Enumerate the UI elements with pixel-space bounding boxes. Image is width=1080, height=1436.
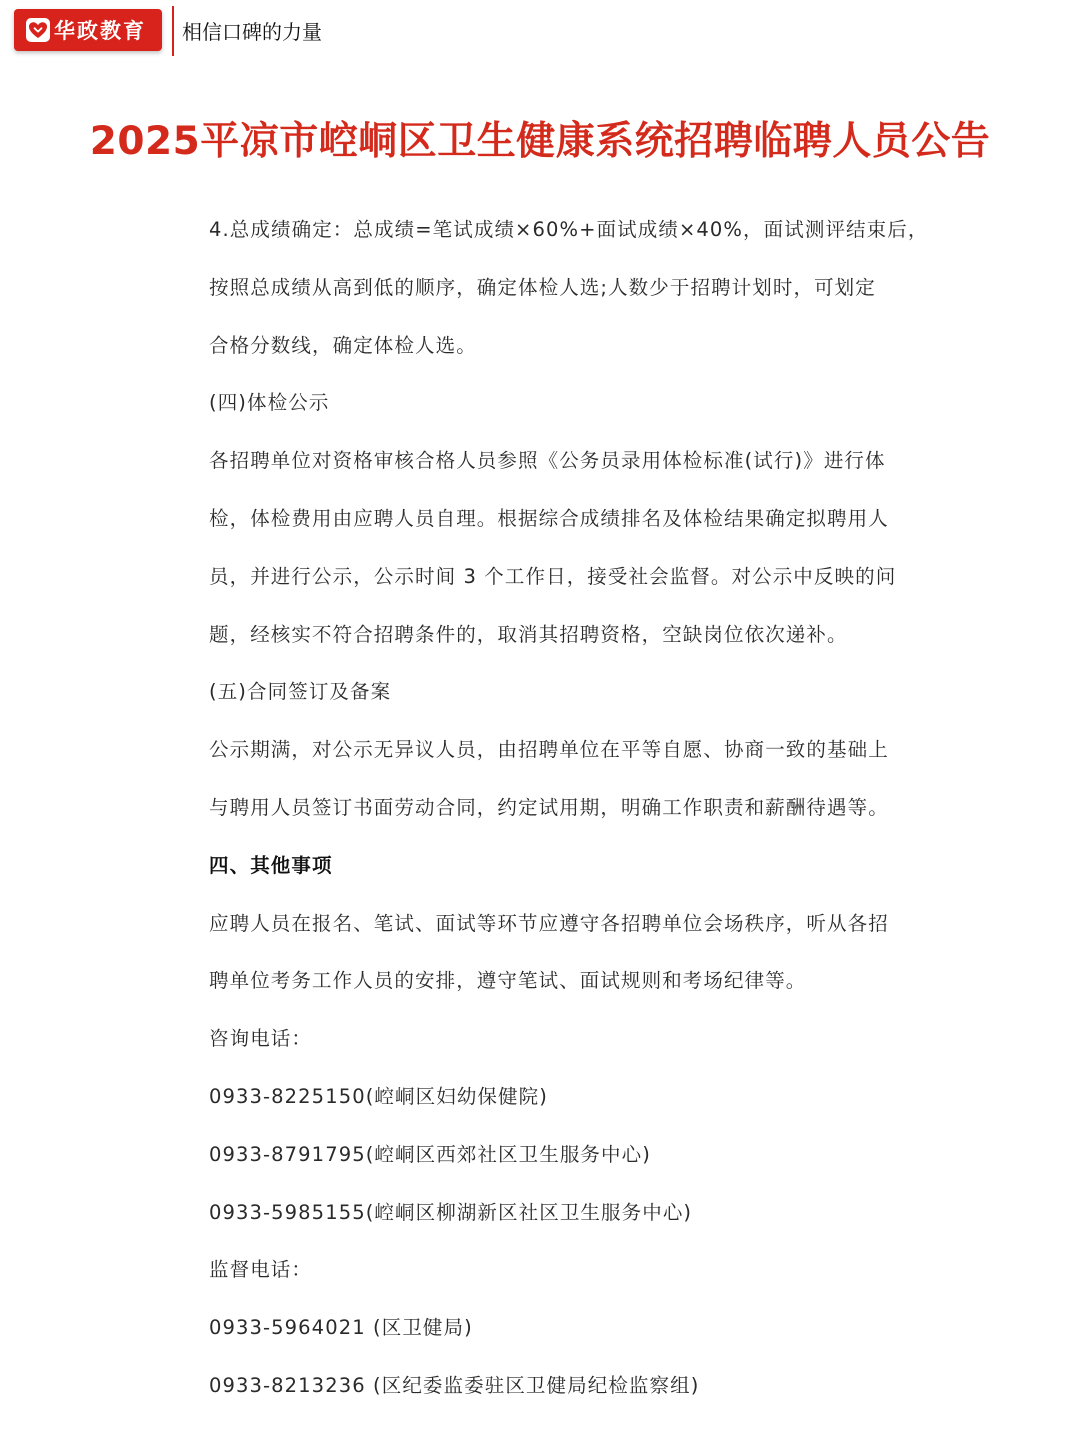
section-heading: (五)合同签订及备案 <box>209 680 392 704</box>
body-line: 各招聘单位对资格审核合格人员参照《公务员录用体检标准(试行)》进行体 <box>209 449 886 473</box>
slogan: 相信口碑的力量 <box>182 20 322 44</box>
phone-entry: 0933-5985155(崆峒区柳湖新区社区卫生服务中心) <box>209 1200 693 1224</box>
body-line: 员，并进行公示，公示时间 3 个工作日，接受社会监督。对公示中反映的问 <box>209 564 897 588</box>
chapter-heading: 四、其他事项 <box>209 853 333 877</box>
consult-phone-label: 咨询电话： <box>209 1027 313 1051</box>
brand-logo <box>14 9 162 51</box>
body-line: 与聘用人员签订书面劳动合同，约定试用期，明确工作职责和薪酬待遇等。 <box>209 795 889 819</box>
body-line: 按照总成绩从高到低的顺序，确定体检人选;人数少于招聘计划时，可划定 <box>209 275 876 299</box>
header-divider <box>172 6 174 56</box>
heart-icon <box>26 18 50 42</box>
announcement-body <box>209 201 949 1415</box>
body-line: 合格分数线，确定体检人选。 <box>209 333 477 357</box>
body-line: 题，经核实不符合招聘条件的，取消其招聘资格，空缺岗位依次递补。 <box>209 622 848 646</box>
body-line: 公示期满，对公示无异议人员，由招聘单位在平等自愿、协商一致的基础上 <box>209 738 889 762</box>
phone-entry: 0933-8791795(崆峒区西郊社区卫生服务中心) <box>209 1142 651 1166</box>
body-line: 检，体检费用由应聘人员自理。根据综合成绩排名及体检结果确定拟聘用人 <box>209 506 889 530</box>
phone-entry: 0933-8225150(崆峒区妇幼保健院) <box>209 1084 548 1108</box>
page-title: 2025平凉市崆峒区卫生健康系统招聘临聘人员公告 <box>89 119 991 164</box>
phone-entry: 0933-8213236 (区纪委监委驻区卫健局纪检监察组) <box>209 1373 700 1397</box>
supervision-phone-label: 监督电话： <box>209 1258 313 1282</box>
body-line: 4.总成绩确定：总成绩=笔试成绩×60%+面试成绩×40%，面试测评结束后， <box>209 218 929 241</box>
section-heading: (四)体检公示 <box>209 391 330 415</box>
header <box>0 0 1080 64</box>
brand-name: 华政教育 <box>54 19 146 43</box>
phone-entry: 0933-5964021 (区卫健局) <box>209 1316 473 1340</box>
body-line: 应聘人员在报名、笔试、面试等环节应遵守各招聘单位会场秩序，听从各招 <box>209 911 889 935</box>
body-line: 聘单位考务工作人员的安排，遵守笔试、面试规则和考场纪律等。 <box>209 969 807 993</box>
